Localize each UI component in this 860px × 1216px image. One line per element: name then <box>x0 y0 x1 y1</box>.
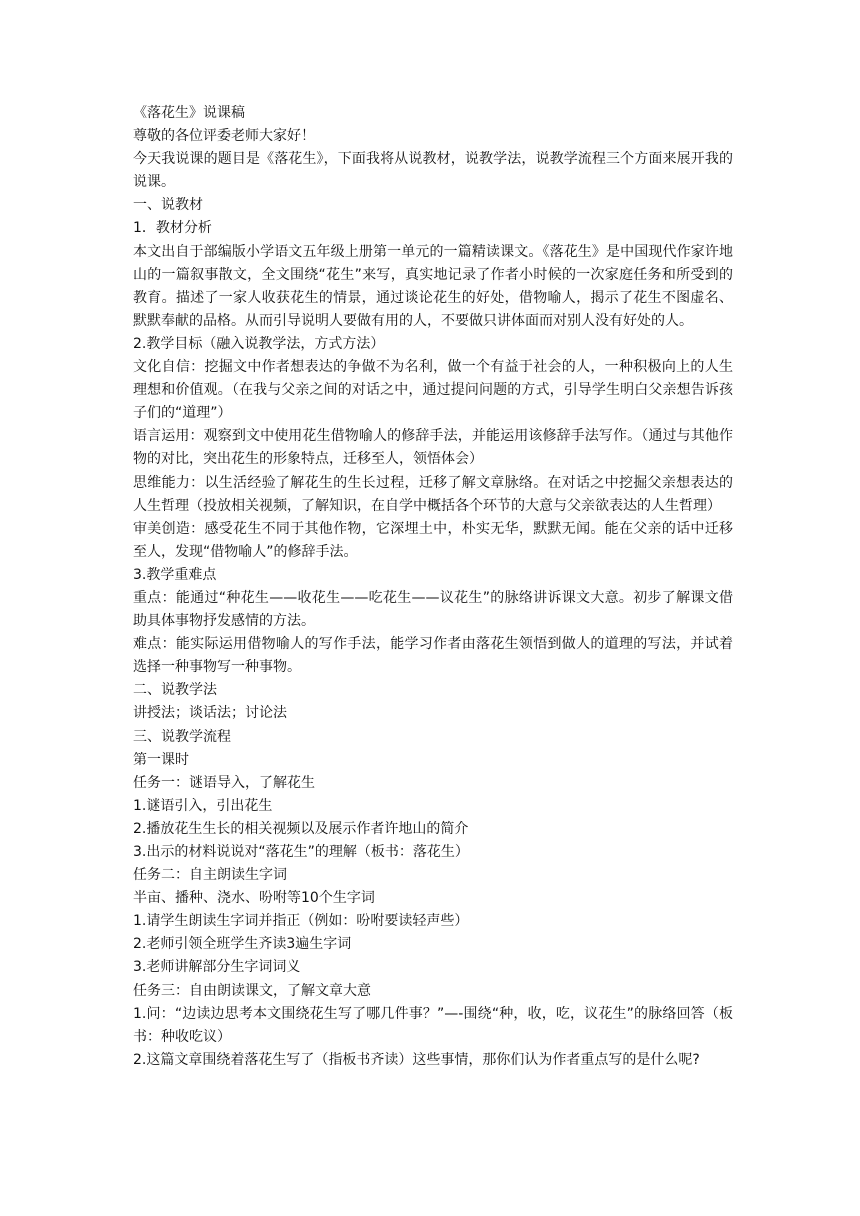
task-one-step-3: 3.出示的材料说说对“落花生”的理解（板书：落花生） <box>133 844 469 860</box>
goal-thinking-ability: 思维能力：以生活经验了解花生的生长过程，迁移了解文章脉络。在对话之中挖掘父亲想表达的人生哲理（投放相关视频，了解知识，在自学中概括各个环节的大意与父亲欲表达的人生哲理） <box>133 474 733 514</box>
task-three-step-1: 1.问：“边读边思考本文围绕花生写了哪几件事？”—-围绕“种，收，吃，议花生”的脉络回答（板书：种收吃议） <box>133 1005 733 1045</box>
section-heading-process: 三、说教学流程 <box>133 728 231 745</box>
subheading-textbook-analysis: 1．教材分析 <box>133 220 212 237</box>
section-heading-textbook: 一、说教材 <box>133 197 203 214</box>
task-two-step-1: 1.请学生朗读生字词并指正（例如：吩咐要读轻声些） <box>133 913 469 930</box>
task-two-words: 半亩、播种、浇水、吩咐等10个生字词 <box>133 890 375 907</box>
task-two-heading: 任务二：自主朗读生字词 <box>133 867 287 884</box>
section-heading-methods: 二、说教学法 <box>133 682 217 699</box>
methods-list: 讲授法；谈话法；讨论法 <box>133 705 287 722</box>
task-one-heading: 任务一：谜语导入，了解花生 <box>133 774 315 791</box>
goal-language-use: 语言运用：观察到文中使用花生借物喻人的修辞手法，并能运用该修辞手法写作。（通过与其他作物的对比，突出花生的形象特点，迁移至人，领悟体会） <box>133 428 733 468</box>
textbook-analysis-paragraph: 本文出自于部编版小学语文五年级上册第一单元的一篇精读课文。《落花生》是中国现代作家许地山的一篇叙事散文，全文围绕“花生”来写，真实地记录了作者小时候的一次家庭任务和所受到的教育。描述了一家人收获花生的情景，通过谈论花生的好处，借物喻人，揭示了花生不图虚名、默默奉献的品格。从而引导说明人要做有用的人，不要做只讲体面而对别人没有好处的人。 <box>133 243 733 329</box>
intro-paragraph: 今天我说课的题目是《落花生》，下面我将从说教材，说教学法，说教学流程三个方面来展开我的说课。 <box>133 151 733 191</box>
key-point-paragraph: 重点：能通过“种花生——收花生——吃花生——议花生”的脉络讲诉课文大意。初步了解课文借助具体事物抒发感情的方法。 <box>133 589 733 630</box>
doc-title: 《落花生》说课稿 <box>133 105 245 121</box>
task-two-step-2: 2.老师引领全班学生齐读3遍生字词 <box>133 936 352 953</box>
subheading-teaching-goals: 2.教学目标（融入说教学法，方式方法） <box>133 335 385 352</box>
difficult-point-paragraph: 难点：能实际运用借物喻人的写作手法，能学习作者由落花生领悟到做人的道理的写法，并试着选择一种事物写一种事物。 <box>133 636 733 676</box>
greeting: 尊敬的各位评委老师大家好！ <box>133 128 315 145</box>
task-one-step-2: 2.播放花生生长的相关视频以及展示作者许地山的简介 <box>133 820 469 837</box>
task-three-step-2: 2.这篇文章围绕着落花生写了（指板书齐读）这些事情，那你们认为作者重点写的是什么呢? <box>133 1051 700 1068</box>
subheading-key-points: 3.教学重难点 <box>133 566 217 583</box>
goal-aesthetic-creation: 审美创造：感受花生不同于其他作物，它深埋土中，朴实无华，默默无闻。能在父亲的话中迁移至人，发现“借物喻人”的修辞手法。 <box>133 520 733 560</box>
goal-cultural-confidence: 文化自信：挖掘文中作者想表达的争做不为名利，做一个有益于社会的人，一种积极向上的人生理想和价值观。（在我与父亲之间的对话之中，通过提问问题的方式，引导学生明白父亲想告诉孩子们的“道理”） <box>133 359 733 422</box>
task-three-heading: 任务三：自由朗读课文，了解文章大意 <box>133 982 371 999</box>
lesson-heading: 第一课时 <box>133 751 189 768</box>
task-one-step-1: 1.谜语引入，引出花生 <box>133 797 273 814</box>
document-page <box>133 102 733 1072</box>
task-two-step-3: 3.老师讲解部分生字词词义 <box>133 959 301 976</box>
